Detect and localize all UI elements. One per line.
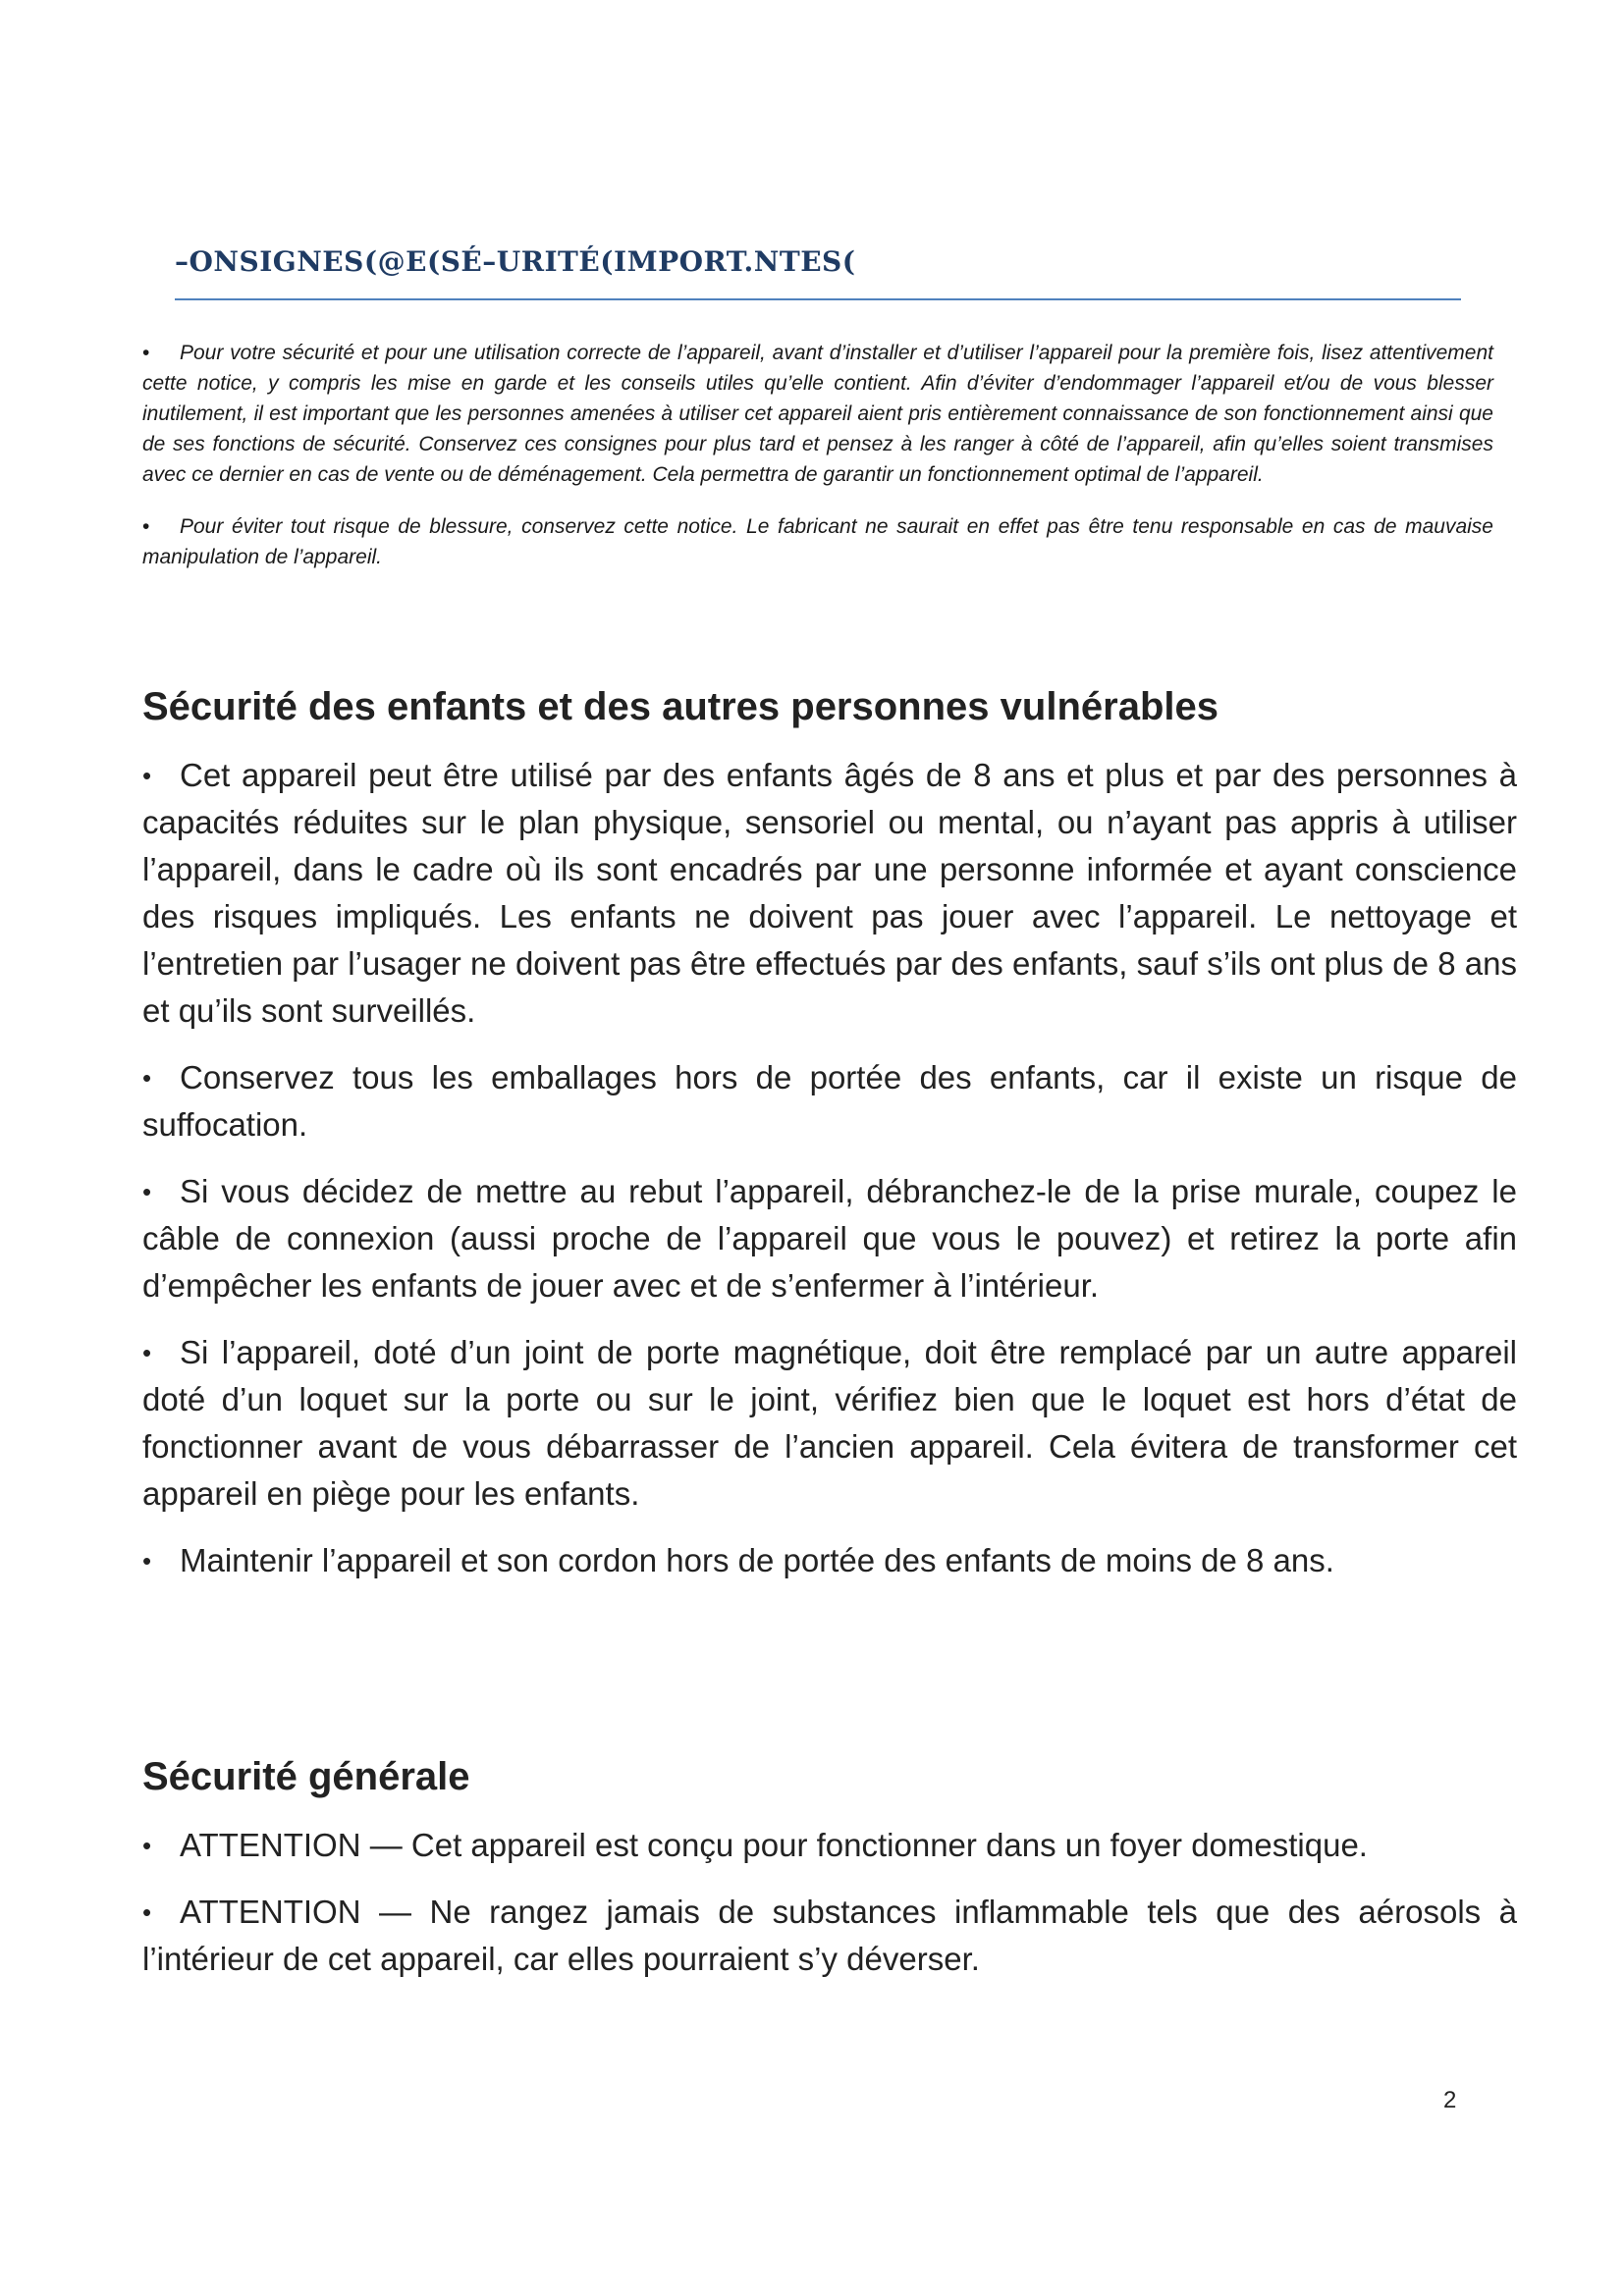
page-number: 2 <box>1443 2087 1457 2113</box>
list-item-text: Si l’appareil, doté d’un joint de porte magnétique, doit être remplacé par un autre appareil doté d’un loquet sur la porte ou sur le joint, vérifiez bien que le loquet est hors d’état de fonctionner avant de vous débarrasser de l’ancien appareil. Cela évitera de transformer cet appareil en piège pour les enfants. <box>142 1334 1517 1512</box>
list-item <box>142 1054 1517 1148</box>
intro-paragraph-text: Pour votre sécurité et pour une utilisation correcte de l’appareil, avant d’installer et d’utiliser l’appareil pour la première fois, lisez attentivement cette notice, y compris les mise en garde et les conseils utiles qu’elle contient. Afin d’éviter d’endommager l’appareil et/ou de vous blesser inutilement, il est important que les personnes amenées à utiliser cet appareil aient pris entièrement connaissance de son fonctionnement ainsi que de ses fonctions de sécurité. Conservez ces consignes pour plus tard et pensez à les ranger à côté de l’appareil, afin qu’elles soient transmises avec ce dernier en cas de vente ou de déménagement. Cela permettra de garantir un fonctionnement optimal de l’appareil. <box>142 342 1493 486</box>
bullet-icon: • <box>142 1897 152 1927</box>
intro-paragraph-text: Pour éviter tout risque de blessure, conservez cette notice. Le fabricant ne saurait en effet pas être tenu responsable en cas de mauvaise manipulation de l’appareil. <box>142 515 1493 568</box>
bullet-icon: • <box>142 342 150 364</box>
bullet-icon: • <box>142 761 152 790</box>
list-item-text: ATTENTION — Ne rangez jamais de substances inflammable tels que des aérosols à l’intérieur de cet appareil, car elles pourraient s’y déverser. <box>142 1894 1517 1977</box>
bullet-icon: • <box>142 1177 152 1206</box>
list-item-text: Maintenir l’appareil et son cordon hors de portée des enfants de moins de 8 ans. <box>180 1542 1334 1578</box>
list-item <box>142 752 1517 1035</box>
section-title: Sécurité des enfants et des autres personnes vulnérables <box>142 685 1218 728</box>
list-item <box>142 1889 1517 1983</box>
intro-paragraph <box>142 511 1493 572</box>
list-item <box>142 1329 1517 1518</box>
intro-block <box>142 338 1493 594</box>
page-heading: –ONSIGNES(@E(SÉ–URITÉ(IMPORT.NTES( <box>175 245 856 278</box>
heading-divider <box>175 298 1461 300</box>
list-item-text: Cet appareil peut être utilisé par des enfants âgés de 8 ans et plus et par des personnes à capacités réduites sur le plan physique, sensoriel ou mental, ou n’ayant pas appris à utiliser l’appareil, dans le cadre où ils sont encadrés par une personne informée et ayant conscience des risques impliqués. Les enfants ne doivent pas jouer avec l’appareil. Le nettoyage et l’entretien par l’usager ne doivent pas être effectués par des enfants, sauf s’ils ont plus de 8 ans et qu’ils sont surveillés. <box>142 757 1517 1029</box>
bullet-icon: • <box>142 1546 152 1575</box>
bullet-icon: • <box>142 1063 152 1093</box>
section-title: Sécurité générale <box>142 1755 470 1798</box>
bullet-icon: • <box>142 1831 152 1860</box>
bullet-icon: • <box>142 515 150 538</box>
children-safety-section <box>142 683 1517 1604</box>
intro-paragraph <box>142 338 1493 490</box>
list-item-text: Si vous décidez de mettre au rebut l’appareil, débranchez-le de la prise murale, coupez le câble de connexion (aussi proche de l’appareil que vous le pouvez) et retirez la porte afin d’empêcher les enfants de jouer avec et de s’enfermer à l’intérieur. <box>142 1173 1517 1304</box>
list-item <box>142 1537 1517 1584</box>
bullet-icon: • <box>142 1338 152 1367</box>
list-item <box>142 1822 1517 1869</box>
list-item-text: Conservez tous les emballages hors de portée des enfants, car il existe un risque de suffocation. <box>142 1059 1517 1143</box>
general-safety-section <box>142 1753 1517 2002</box>
list-item <box>142 1168 1517 1309</box>
list-item-text: ATTENTION — Cet appareil est conçu pour fonctionner dans un foyer domestique. <box>180 1827 1368 1863</box>
